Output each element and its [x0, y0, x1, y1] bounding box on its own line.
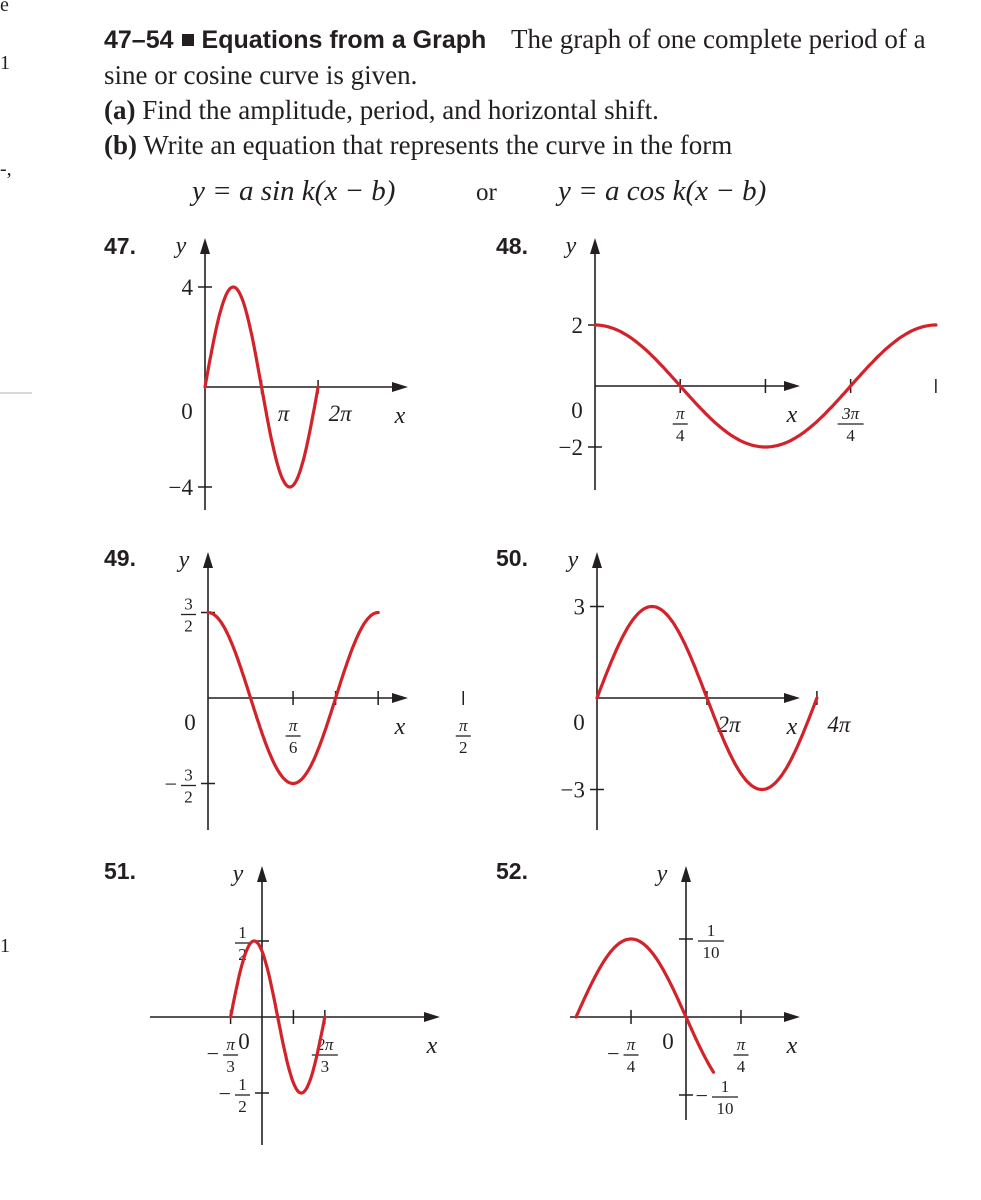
origin-label: 0: [573, 710, 585, 735]
cosine-form: y = a cos k(x − b): [558, 175, 767, 207]
x-tick-label-denominator: 4: [846, 426, 855, 445]
origin-label: 0: [181, 399, 193, 424]
x-tick-label: [456, 716, 471, 757]
y-tick-label: −4: [168, 475, 193, 500]
edge-fragment-3: -,: [0, 158, 12, 180]
x-tick-label: π: [277, 401, 290, 426]
x-tick-label-numerator: π: [675, 404, 685, 423]
x-tick-label: [838, 404, 864, 445]
x-axis-arrow-icon: [784, 693, 800, 703]
x-axis-label: x: [394, 403, 406, 429]
y-axis-arrow-icon: [203, 552, 213, 568]
y-tick-label-denominator: 2: [238, 1097, 247, 1116]
graph-50: [561, 547, 852, 830]
x-axis-label: x: [426, 1033, 438, 1059]
edge-fragment-1: e: [0, 0, 9, 16]
y-tick-label-numerator: 1: [238, 923, 247, 942]
y-tick-label-numerator: 1: [720, 1077, 730, 1096]
part-a-label: (a): [104, 95, 136, 125]
y-tick-label-denominator: 10: [716, 1099, 734, 1118]
origin-label: 0: [571, 398, 583, 423]
x-tick-label: [207, 1035, 238, 1076]
x-tick-label-denominator: 3: [226, 1057, 235, 1076]
part-a-text: Find the amplitude, period, and horizontal shift.: [142, 95, 659, 125]
y-tick-label-denominator: 10: [702, 943, 720, 962]
origin-label: 0: [184, 710, 196, 735]
x-axis-arrow-icon: [392, 382, 408, 392]
x-tick-label-numerator: π: [226, 1035, 235, 1054]
problem-number-51: 51.: [104, 858, 136, 884]
sine-form: y = a sin k(x − b): [192, 175, 396, 207]
x-axis-label: x: [394, 714, 406, 740]
y-axis-arrow-icon: [681, 866, 691, 882]
y-tick-label: −3: [560, 777, 585, 803]
graph-51: [150, 861, 440, 1145]
y-axis-label: y: [567, 547, 579, 573]
problem-number-48: 48.: [496, 233, 528, 259]
graph-52: [570, 861, 800, 1120]
x-axis-label: x: [786, 1033, 798, 1059]
y-tick-label-denominator: 2: [238, 945, 247, 964]
x-tick-label-numerator: π: [626, 1035, 636, 1054]
y-tick-label-denominator: 2: [184, 616, 193, 636]
y-axis-arrow-icon: [590, 238, 600, 254]
y-tick-label-numerator: 3: [184, 594, 193, 614]
x-tick-label: 2π: [328, 401, 352, 426]
origin-label: 0: [238, 1029, 250, 1054]
or-text: or: [476, 179, 497, 206]
y-tick-label-minus: −: [695, 1083, 708, 1108]
exercise-intro: The graph of one complete period of a sine or cosine curve is given.: [104, 24, 926, 90]
exercise-range: 47–54: [104, 26, 174, 54]
y-tick-label-numerator: 3: [184, 765, 193, 785]
problem-number-50: 50.: [496, 545, 528, 571]
y-tick-label: 2: [571, 313, 583, 338]
x-axis-label: x: [786, 402, 798, 428]
x-axis-arrow-icon: [424, 1012, 440, 1022]
part-b-label: (b): [104, 130, 137, 160]
y-tick-label: 4: [181, 275, 193, 300]
x-tick-label: [607, 1035, 638, 1076]
graph-47: [169, 233, 408, 510]
x-tick-label-numerator: 3π: [842, 404, 860, 423]
origin-label: 0: [662, 1029, 674, 1054]
y-tick-label: [165, 766, 196, 807]
exercise-title: Equations from a Graph: [201, 26, 487, 54]
y-axis-label: y: [175, 233, 187, 259]
x-axis-arrow-icon: [784, 1012, 800, 1022]
x-axis-arrow-icon: [784, 381, 800, 391]
y-axis-label: y: [565, 233, 577, 259]
x-tick-label: 4π: [827, 712, 851, 737]
y-axis-label: y: [232, 861, 244, 887]
problem-number-49: 49.: [104, 545, 136, 571]
y-axis-arrow-icon: [592, 552, 602, 568]
x-tick-label: [286, 716, 301, 757]
x-tick-label-denominator: 6: [288, 738, 298, 757]
x-axis-arrow-icon: [392, 693, 408, 703]
y-tick-label-numerator: 1: [706, 921, 716, 940]
x-tick-label-numerator: 2π: [316, 1035, 334, 1054]
x-tick-label: 2π: [717, 712, 741, 737]
x-tick-label: [733, 1035, 748, 1076]
x-tick-label-denominator: 4: [626, 1057, 636, 1076]
graph-49: [165, 547, 471, 830]
y-tick-label: [698, 921, 724, 962]
y-axis-arrow-icon: [257, 866, 267, 882]
y-tick-label: [181, 595, 196, 636]
y-axis-arrow-icon: [200, 238, 210, 254]
y-tick-label: 3: [573, 594, 585, 620]
x-axis-label: x: [786, 714, 798, 740]
x-tick-label: [673, 404, 688, 445]
edge-fragment-2: 1: [0, 52, 10, 74]
y-tick-label-numerator: 1: [238, 1075, 247, 1094]
y-tick-label: [219, 1075, 250, 1116]
x-tick-label-denominator: 4: [736, 1057, 746, 1076]
y-tick-label: [696, 1077, 738, 1118]
y-axis-label: y: [178, 547, 190, 573]
problem-number-47: 47.: [104, 233, 136, 259]
x-tick-label-minus: −: [206, 1041, 220, 1066]
y-tick-label-minus: −: [218, 1081, 231, 1106]
y-tick-label: −2: [558, 435, 583, 460]
y-tick-label-denominator: 2: [184, 787, 193, 807]
edge-fragment-4: 1: [0, 935, 10, 957]
graph-48: [559, 233, 936, 490]
part-b-text: Write an equation that represents the curve in the form: [143, 130, 733, 160]
x-tick-label-denominator: 3: [320, 1057, 330, 1076]
y-tick-label-minus: −: [164, 771, 177, 797]
x-tick-label-numerator: π: [288, 716, 298, 735]
x-tick-label-numerator: π: [458, 716, 468, 735]
x-tick-label-denominator: 4: [675, 426, 685, 445]
y-axis-label: y: [656, 861, 668, 887]
x-tick-label-denominator: 2: [459, 738, 468, 757]
x-tick-label-numerator: π: [736, 1035, 746, 1054]
x-tick-label-minus: −: [607, 1041, 620, 1066]
problem-number-52: 52.: [496, 858, 528, 884]
curve-line: [576, 939, 714, 1072]
